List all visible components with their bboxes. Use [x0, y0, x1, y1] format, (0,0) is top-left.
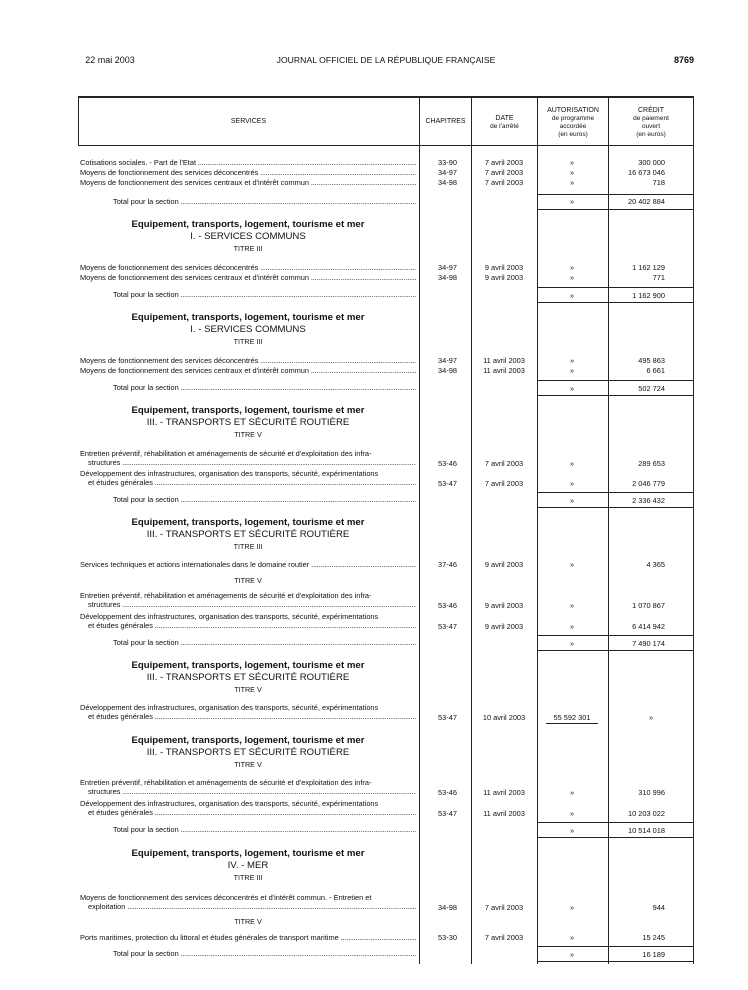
total-row [113, 949, 416, 958]
table-row [80, 356, 416, 365]
row-credit: 718 [652, 178, 665, 187]
col-header-auth-line1: AUTORISATION [547, 107, 599, 114]
total-row [113, 495, 416, 504]
row-autorisation: » [569, 903, 575, 912]
row-label: Développement des infrastructures, organisation des transports, sécurité, expérimentations [80, 612, 379, 621]
row-credit: » [648, 713, 654, 722]
table-row [80, 263, 416, 272]
row-date: 11 avril 2003 [483, 366, 525, 375]
row-chapitre: 34-98 [438, 903, 457, 912]
titre-label: TITRE V [234, 917, 262, 926]
row-credit: 495 863 [638, 356, 665, 365]
row-autorisation: » [569, 809, 575, 818]
col-header-autorisation [538, 107, 608, 139]
table-row-line1 [80, 799, 416, 808]
issue-date: 22 mai 2003 [85, 55, 135, 65]
col-header-cred-line2: de paiement [633, 115, 669, 122]
total-bottom-rule [537, 507, 694, 508]
row-credit: 944 [652, 903, 665, 912]
table-row [80, 178, 416, 187]
total-credit: 1 162 900 [632, 291, 665, 300]
autorisation-underline [546, 723, 598, 724]
service-title: III. - TRANSPORTS ET SÉCURITÉ ROUTIÈRE [146, 417, 350, 428]
row-date: 9 avril 2003 [484, 273, 524, 282]
row-credit: 16 673 046 [628, 168, 665, 177]
row-label: Moyens de fonctionnement des services centraux et d'intérêt commun ..... [80, 273, 416, 282]
row-chapitre: 53-47 [438, 809, 457, 818]
total-autorisation: » [569, 950, 575, 959]
total-bottom-rule [537, 837, 694, 838]
col-header-cred-line3: ouvert [641, 123, 661, 130]
ministry-title: Equipement, transports, logement, tourisme et mer [131, 735, 365, 746]
row-credit: 300 000 [638, 158, 665, 167]
table-row-line2 [88, 458, 416, 467]
col-header-credit [609, 107, 693, 139]
row-label: Développement des infrastructures, organisation des transports, sécurité, expérimentations [80, 799, 379, 808]
table-row-line1 [80, 703, 416, 712]
row-label: Moyens de fonctionnement des services déconcentrés ..... [80, 356, 416, 365]
row-autorisation: » [569, 178, 575, 187]
total-label: Total pour la section ..... [113, 495, 416, 504]
row-chapitre: 34-98 [438, 178, 457, 187]
col-divider-chapitres [471, 96, 472, 964]
total-autorisation: » [569, 496, 575, 505]
row-credit: 1 070 867 [632, 601, 665, 610]
row-chapitre: 34-97 [438, 168, 457, 177]
row-credit: 1 162 129 [632, 263, 665, 272]
total-label: Total pour la section ..... [113, 290, 416, 299]
col-header-cred-line1: CRÉDIT [637, 107, 665, 114]
row-date: 7 avril 2003 [484, 479, 524, 488]
right-border [693, 96, 694, 964]
row-credit: 4 365 [646, 560, 665, 569]
col-header-date-line1: DATE [495, 115, 514, 122]
table-row [80, 933, 416, 942]
col-header-cred-line4: (en euros) [636, 131, 666, 138]
row-label: Développement des infrastructures, organisation des transports, sécurité, expérimentations [80, 469, 379, 478]
row-label: Entretien préventif, réhabilitation et aménagements de sécurité et d'exploitation des infra- [80, 449, 372, 458]
ministry-title: Equipement, transports, logement, tourisme et mer [131, 660, 365, 671]
row-autorisation: » [569, 479, 575, 488]
row-credit: 2 046 779 [632, 479, 665, 488]
row-autorisation: » [569, 273, 575, 282]
total-autorisation: » [569, 639, 575, 648]
total-bottom-rule [537, 302, 694, 303]
row-date: 10 avril 2003 [482, 713, 526, 722]
titre-label: TITRE III [233, 873, 263, 882]
row-date: 7 avril 2003 [484, 178, 524, 187]
row-chapitre: 34-98 [438, 273, 457, 282]
total-row [113, 825, 416, 834]
row-label-cont: structures ..... [88, 600, 416, 609]
titre-label: TITRE III [233, 244, 263, 253]
total-autorisation: » [569, 291, 575, 300]
ministry-title: Equipement, transports, logement, tourisme et mer [131, 517, 365, 528]
row-date: 11 avril 2003 [483, 788, 525, 797]
row-date: 11 avril 2003 [483, 356, 525, 365]
table-row-line2 [88, 787, 416, 796]
row-autorisation: » [569, 356, 575, 365]
row-label: Ports maritimes, protection du littoral et études générales de transport maritime ..... [80, 933, 416, 942]
total-row [113, 290, 416, 299]
row-label-cont: et études générales ..... [88, 478, 416, 487]
row-label: Entretien préventif, réhabilitation et aménagements de sécurité et d'exploitation des infra- [80, 591, 372, 600]
total-credit: 502 724 [638, 384, 665, 393]
left-border [78, 96, 79, 146]
service-title: IV. - MER [227, 860, 269, 871]
table-row [80, 168, 416, 177]
col-header-chapitres: CHAPITRES [425, 118, 466, 125]
row-label: Moyens de fonctionnement des services déconcentrés et d'intérêt commun. - Entretien et [80, 893, 372, 902]
col-header-auth-line4: (en euros) [558, 131, 588, 138]
row-autorisation: » [569, 601, 575, 610]
table-row [80, 560, 416, 569]
row-autorisation: » [569, 263, 575, 272]
row-chapitre: 34-97 [438, 263, 457, 272]
table-row-line2 [88, 902, 416, 911]
row-autorisation: » [569, 366, 575, 375]
titre-label: TITRE III [233, 337, 263, 346]
total-top-rule [537, 822, 694, 823]
total-label: Total pour la section ..... [113, 383, 416, 392]
row-label: Entretien préventif, réhabilitation et aménagements de sécurité et d'exploitation des infra- [80, 778, 372, 787]
table-row-line2 [88, 478, 416, 487]
row-autorisation: » [569, 168, 575, 177]
table-row [80, 158, 416, 167]
total-bottom-rule [537, 961, 694, 962]
table-row [80, 366, 416, 375]
row-date: 9 avril 2003 [484, 601, 524, 610]
row-chapitre: 33-90 [438, 158, 457, 167]
total-label: Total pour la section ..... [113, 197, 416, 206]
row-date: 9 avril 2003 [484, 560, 524, 569]
ministry-title: Equipement, transports, logement, tourisme et mer [131, 848, 365, 859]
row-date: 7 avril 2003 [484, 459, 524, 468]
total-autorisation: » [569, 826, 575, 835]
total-row [113, 383, 416, 392]
total-credit: 2 336 432 [632, 496, 665, 505]
total-top-rule [537, 194, 694, 195]
service-title: I. - SERVICES COMMUNS [190, 324, 306, 335]
row-credit: 289 653 [638, 459, 665, 468]
table-row-line1 [80, 893, 416, 902]
section-heading [80, 517, 416, 552]
row-autorisation: » [569, 622, 575, 631]
table-row-line1 [80, 778, 416, 787]
service-title: III. - TRANSPORTS ET SÉCURITÉ ROUTIÈRE [146, 747, 350, 758]
ministry-title: Equipement, transports, logement, tourisme et mer [131, 312, 365, 323]
row-label: Moyens de fonctionnement des services déconcentrés ..... [80, 168, 416, 177]
row-label-cont: et études générales ..... [88, 712, 416, 721]
header-bottom-rule [78, 145, 694, 146]
row-chapitre: 53-30 [438, 933, 457, 942]
total-top-rule [537, 946, 694, 947]
row-chapitre: 34-97 [438, 356, 457, 365]
total-label: Total pour la section ..... [113, 638, 416, 647]
row-label: Cotisations sociales. - Part de l'Etat ..... [80, 158, 416, 167]
table-row [80, 273, 416, 282]
page-number: 8769 [673, 55, 694, 65]
row-credit: 6 414 942 [632, 622, 665, 631]
col-header-date-line2: de l'arrêté [490, 123, 519, 130]
row-label: Moyens de fonctionnement des services déconcentrés ..... [80, 263, 416, 272]
row-chapitre: 53-47 [438, 713, 457, 722]
row-date: 7 avril 2003 [484, 933, 524, 942]
row-label: Services techniques et actions internationales dans le domaine routier ..... [80, 560, 416, 569]
row-chapitre: 53-46 [438, 459, 457, 468]
row-label-cont: exploitation ..... [88, 902, 416, 911]
table-row-line2 [88, 808, 416, 817]
row-label-cont: structures ..... [88, 787, 416, 796]
row-credit: 6 661 [646, 366, 665, 375]
table-row-line2 [88, 712, 416, 721]
service-title: III. - TRANSPORTS ET SÉCURITÉ ROUTIÈRE [146, 529, 350, 540]
total-credit: 7 490 174 [632, 639, 665, 648]
titre-label: TITRE V [234, 576, 262, 585]
total-top-rule [537, 380, 694, 381]
row-autorisation: » [569, 933, 575, 942]
titre-label: TITRE V [234, 760, 262, 769]
row-autorisation: » [569, 560, 575, 569]
total-autorisation: » [569, 197, 575, 206]
section-heading [80, 848, 416, 883]
table-row-line2 [88, 600, 416, 609]
ministry-title: Equipement, transports, logement, tourisme et mer [131, 405, 365, 416]
total-top-rule [537, 287, 694, 288]
row-credit: 15 245 [642, 933, 665, 942]
col-header-date [472, 115, 537, 131]
row-credit: 310 996 [638, 788, 665, 797]
total-bottom-rule [537, 395, 694, 396]
total-bottom-rule [537, 650, 694, 651]
running-header [78, 55, 694, 67]
row-label: Moyens de fonctionnement des services centraux et d'intérêt commun ..... [80, 178, 416, 187]
section-heading [80, 735, 416, 770]
titre-label: TITRE III [233, 542, 263, 551]
col-header-auth-line2: de programme [551, 115, 595, 122]
row-date: 11 avril 2003 [483, 809, 525, 818]
row-date: 7 avril 2003 [484, 168, 524, 177]
total-bottom-rule [537, 209, 694, 210]
titre-label: TITRE V [234, 685, 262, 694]
col-header-services: SERVICES [230, 118, 267, 125]
col-divider-services [419, 96, 420, 964]
section-heading [80, 312, 416, 347]
section-heading [80, 405, 416, 440]
table-row-line1 [80, 591, 416, 600]
table-row-line1 [80, 469, 416, 478]
total-top-rule [537, 492, 694, 493]
row-date: 9 avril 2003 [484, 622, 524, 631]
row-date: 7 avril 2003 [484, 903, 524, 912]
row-chapitre: 53-46 [438, 788, 457, 797]
row-label-cont: et études générales ..... [88, 808, 416, 817]
service-title: III. - TRANSPORTS ET SÉCURITÉ ROUTIÈRE [146, 672, 350, 683]
row-label: Moyens de fonctionnement des services centraux et d'intérêt commun ..... [80, 366, 416, 375]
row-chapitre: 53-47 [438, 479, 457, 488]
row-chapitre: 34-98 [438, 366, 457, 375]
row-label-cont: structures ..... [88, 458, 416, 467]
row-chapitre: 53-46 [438, 601, 457, 610]
row-chapitre: 53-47 [438, 622, 457, 631]
titre-label: TITRE V [234, 430, 262, 439]
total-row [113, 197, 416, 206]
table-row-line1 [80, 449, 416, 458]
row-label: Développement des infrastructures, organisation des transports, sécurité, expérimentations [80, 703, 379, 712]
total-credit: 10 514 018 [628, 826, 665, 835]
journal-title: JOURNAL OFFICIEL DE LA RÉPUBLIQUE FRANÇAISE [276, 55, 496, 65]
table-row-line1 [80, 612, 416, 621]
total-autorisation: » [569, 384, 575, 393]
section-heading [80, 219, 416, 254]
table-row-line2 [88, 621, 416, 630]
table-top-rule [78, 96, 694, 98]
total-credit: 16 189 [642, 950, 665, 959]
total-top-rule [537, 635, 694, 636]
row-credit: 771 [652, 273, 665, 282]
row-autorisation: 55 592 301 [553, 713, 591, 722]
total-label: Total pour la section ..... [113, 949, 416, 958]
row-autorisation: » [569, 459, 575, 468]
section-heading [80, 660, 416, 695]
row-date: 9 avril 2003 [484, 263, 524, 272]
service-title: I. - SERVICES COMMUNS [190, 231, 306, 242]
total-label: Total pour la section ..... [113, 825, 416, 834]
col-header-auth-line3: accordée [559, 123, 587, 130]
row-autorisation: » [569, 158, 575, 167]
ministry-title: Equipement, transports, logement, tourisme et mer [131, 219, 365, 230]
row-label-cont: et études générales ..... [88, 621, 416, 630]
total-credit: 20 402 884 [628, 197, 665, 206]
row-date: 7 avril 2003 [484, 158, 524, 167]
row-credit: 10 203 022 [628, 809, 665, 818]
row-chapitre: 37-46 [438, 560, 457, 569]
total-row [113, 638, 416, 647]
row-autorisation: » [569, 788, 575, 797]
